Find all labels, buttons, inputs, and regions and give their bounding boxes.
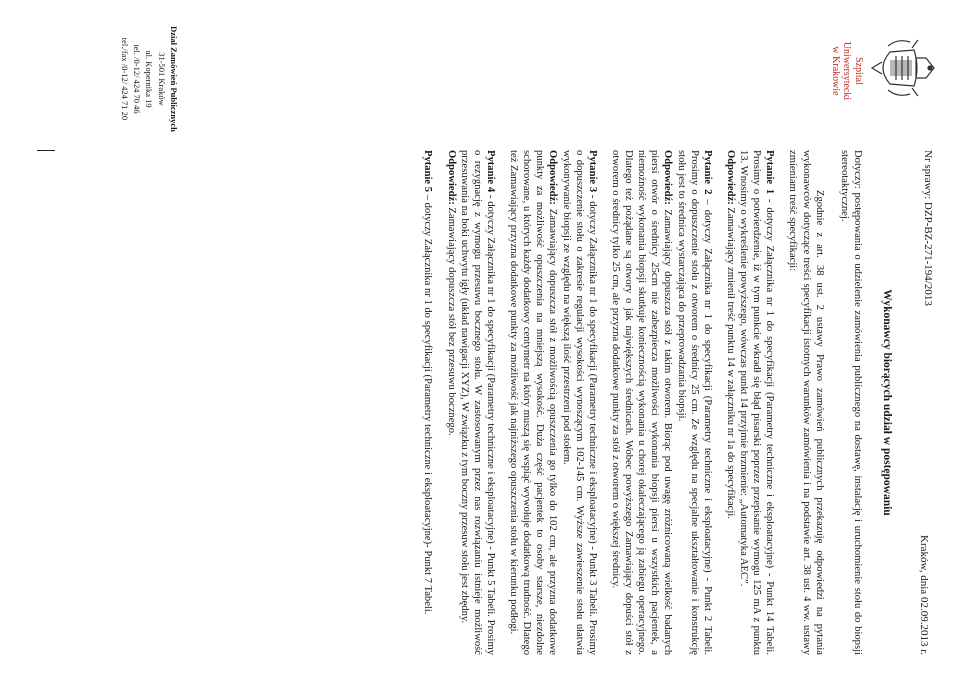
question-text: - dotyczy Załącznika nr 1 do specyfikacji (Parametry techniczne i eksploatacyjne) - Punkt 5 Tabeli. Prosimy o rezygnację z wymogu przesuwu bocznego stołu. W zastosowanym przez nas rozwiązaniu istnieje możliwość przesuwania na boki uchwytu igły (układ nawigacji XYZ), W związku z tym boczny przesuw stołu jest zbędny. bbox=[458, 150, 496, 655]
phone-number: tel. /0-12/ 424 70 46 bbox=[132, 44, 143, 114]
institution-name bbox=[830, 16, 865, 126]
question-block-1 bbox=[724, 150, 777, 655]
answer-label: Odpowiedź: bbox=[547, 150, 559, 205]
question-label: Pytanie 1 bbox=[764, 150, 776, 195]
department-address bbox=[118, 4, 180, 154]
institution-line-3: w Krakowie bbox=[830, 46, 841, 96]
place-and-date: Kraków, dnia 02.09.2013 r. bbox=[918, 535, 930, 655]
question-text: – dotyczy Załącznika nr 1 do specyfikacji (Parametry techniczne i eksploatacyjne) - Punkt 2 Tabeli. Prosimy o dopuszczenie stołu z otworem o średnicy 25 cm. Ze względu na specjalne ukształtowanie i konstrukcję stołu jest to średnica wystarczająca do przeprowadzania biopsji. bbox=[675, 150, 713, 655]
answer-text: Zamawiający dopuszcza stół z możliwością opuszczenia go tylko do 102 cm, ale przyzna dodatkowe punkty za możliwość opuszczenia na mniejszą wysokość. Duża część pacjentek to osoby starsze, niezdolne schorowane, u których każdy dodatkowy centymetr na który muszą się wspiąć wywołuje dodatkową trudność. Dlatego też Zamawiający przyzna dodatkowe punkty za możliwość jak najniższego opuszczenia stołu w kierunku podłogi. bbox=[508, 150, 559, 655]
answer-label: Odpowiedź: bbox=[725, 150, 736, 205]
address-street: ul. Kopernika 19 bbox=[144, 50, 155, 108]
question-label: Pytanie 3 bbox=[586, 150, 598, 193]
address-postal: 31-501 Kraków bbox=[156, 52, 167, 106]
hospital-crest-logo-icon bbox=[868, 36, 938, 100]
letterhead-sidebar bbox=[0, 0, 960, 150]
intro-paragraph: Zgodnie z art. 38 ust. 2 ustawy Prawo zamówień publicznych przekazuję odpowiedzi na pytania wykonawców dotyczące treści specyfikacji istotnych warunków zamówienia i na podstawie art. 38 ust. 4 ww. ustawy zmieniam treść specyfikacji: bbox=[787, 150, 825, 655]
question-text: - dotyczy Załącznika nr 1 do specyfikacji (Parametry techniczne i eksploatacyjne) - Punkt 3 Tabeli. Prosimy o dopuszczenie stołu o zakresie regulacji wysokości wynoszącym 102-145 cm. Wyższe zawieszenie stołu ułatwia wykonywanie biopsji ze względu na większą ilość przestrzeni pod stołem. bbox=[560, 150, 598, 655]
answer-label: Odpowiedź: bbox=[445, 150, 457, 205]
letter-body bbox=[0, 150, 960, 655]
question-text: – dotyczy Załącznika nr 1 do specyfikacji (Parametry techniczne i eksploatacyjne)- Punkt 7 Tabeli. bbox=[422, 192, 434, 615]
question-block-3 bbox=[507, 150, 599, 655]
question-label: Pytanie 2 bbox=[701, 150, 713, 195]
question-text: - dotyczy Załącznika nr 1 do specyfikacji (Parametry techniczne i eksploatacyjne) - Punkt 14 Tabeli. Prosimy o potwierdzenie, iż w tym punkcie wkradł się błąd pisarski poprzez przepisanie wymogu 125 mA z punktu 13. Wnosimy o wykreślenie powyższego, wówczas punkt 14 przyjmie brzmienie: „Automatyka AEC”. bbox=[738, 150, 776, 655]
letter-title: Wykonawcy biorących udział w postępowaniu bbox=[881, 289, 893, 516]
answer-text: Zamawiający dopuszcza stół z takim otworem. Biorąc pod uwagę zróżnicowaną wielkość badanych piersi otwór o średnicy 25cm nie zabezpiecza możliwości wykonania biopsji piersi u wszystkich pacjentek, a niemożność wykonania biopsji skutkuje koniecznością wykonania u chorej okaleczającego ją zabiegu operacyjnego. Dlatego też pożądane są otwory o jak największych średnicach. Wobec powyższego Zamawiający dopuści stół z otworem o średnicy tylko 25 cm, ale przyzna dodatkowe punkty za stół z otworem o większej średnicy. bbox=[610, 150, 674, 655]
answer-label: Odpowiedź: bbox=[662, 150, 674, 205]
question-block-4 bbox=[445, 150, 498, 655]
answer-text: Zamawiający dopuszcza stół bez przesuwu bocznego. bbox=[445, 204, 457, 436]
letter-content bbox=[411, 150, 864, 655]
department-title: Dział Zamówień Publicznych bbox=[169, 26, 179, 132]
question-label: Pytanie 4 bbox=[485, 150, 496, 193]
scan-edge-mark bbox=[37, 150, 55, 151]
answer-text: Zamawiający zmienił treść punktu 14 w załączniku nr 1a do specyfikacji. bbox=[725, 204, 736, 519]
question-block-2 bbox=[609, 150, 714, 655]
subject-line: Dotyczy: postępowania o udzielenie zamówienia publicznego na dostawę, instalację i uruchomienie stołu do biopsji stereotaktycznej. bbox=[838, 150, 863, 655]
fax-number: tel./fax /0-12/ 424 71 20 bbox=[119, 37, 130, 121]
institution-line-1: Szpital bbox=[853, 57, 864, 85]
case-number: Nr sprawy: DZP-BZ-271-194/2013 bbox=[922, 150, 934, 306]
question-block-5 bbox=[421, 150, 434, 655]
question-label: Pytanie 5 bbox=[422, 150, 434, 193]
institution-line-2: Uniwersytecki bbox=[841, 41, 853, 101]
